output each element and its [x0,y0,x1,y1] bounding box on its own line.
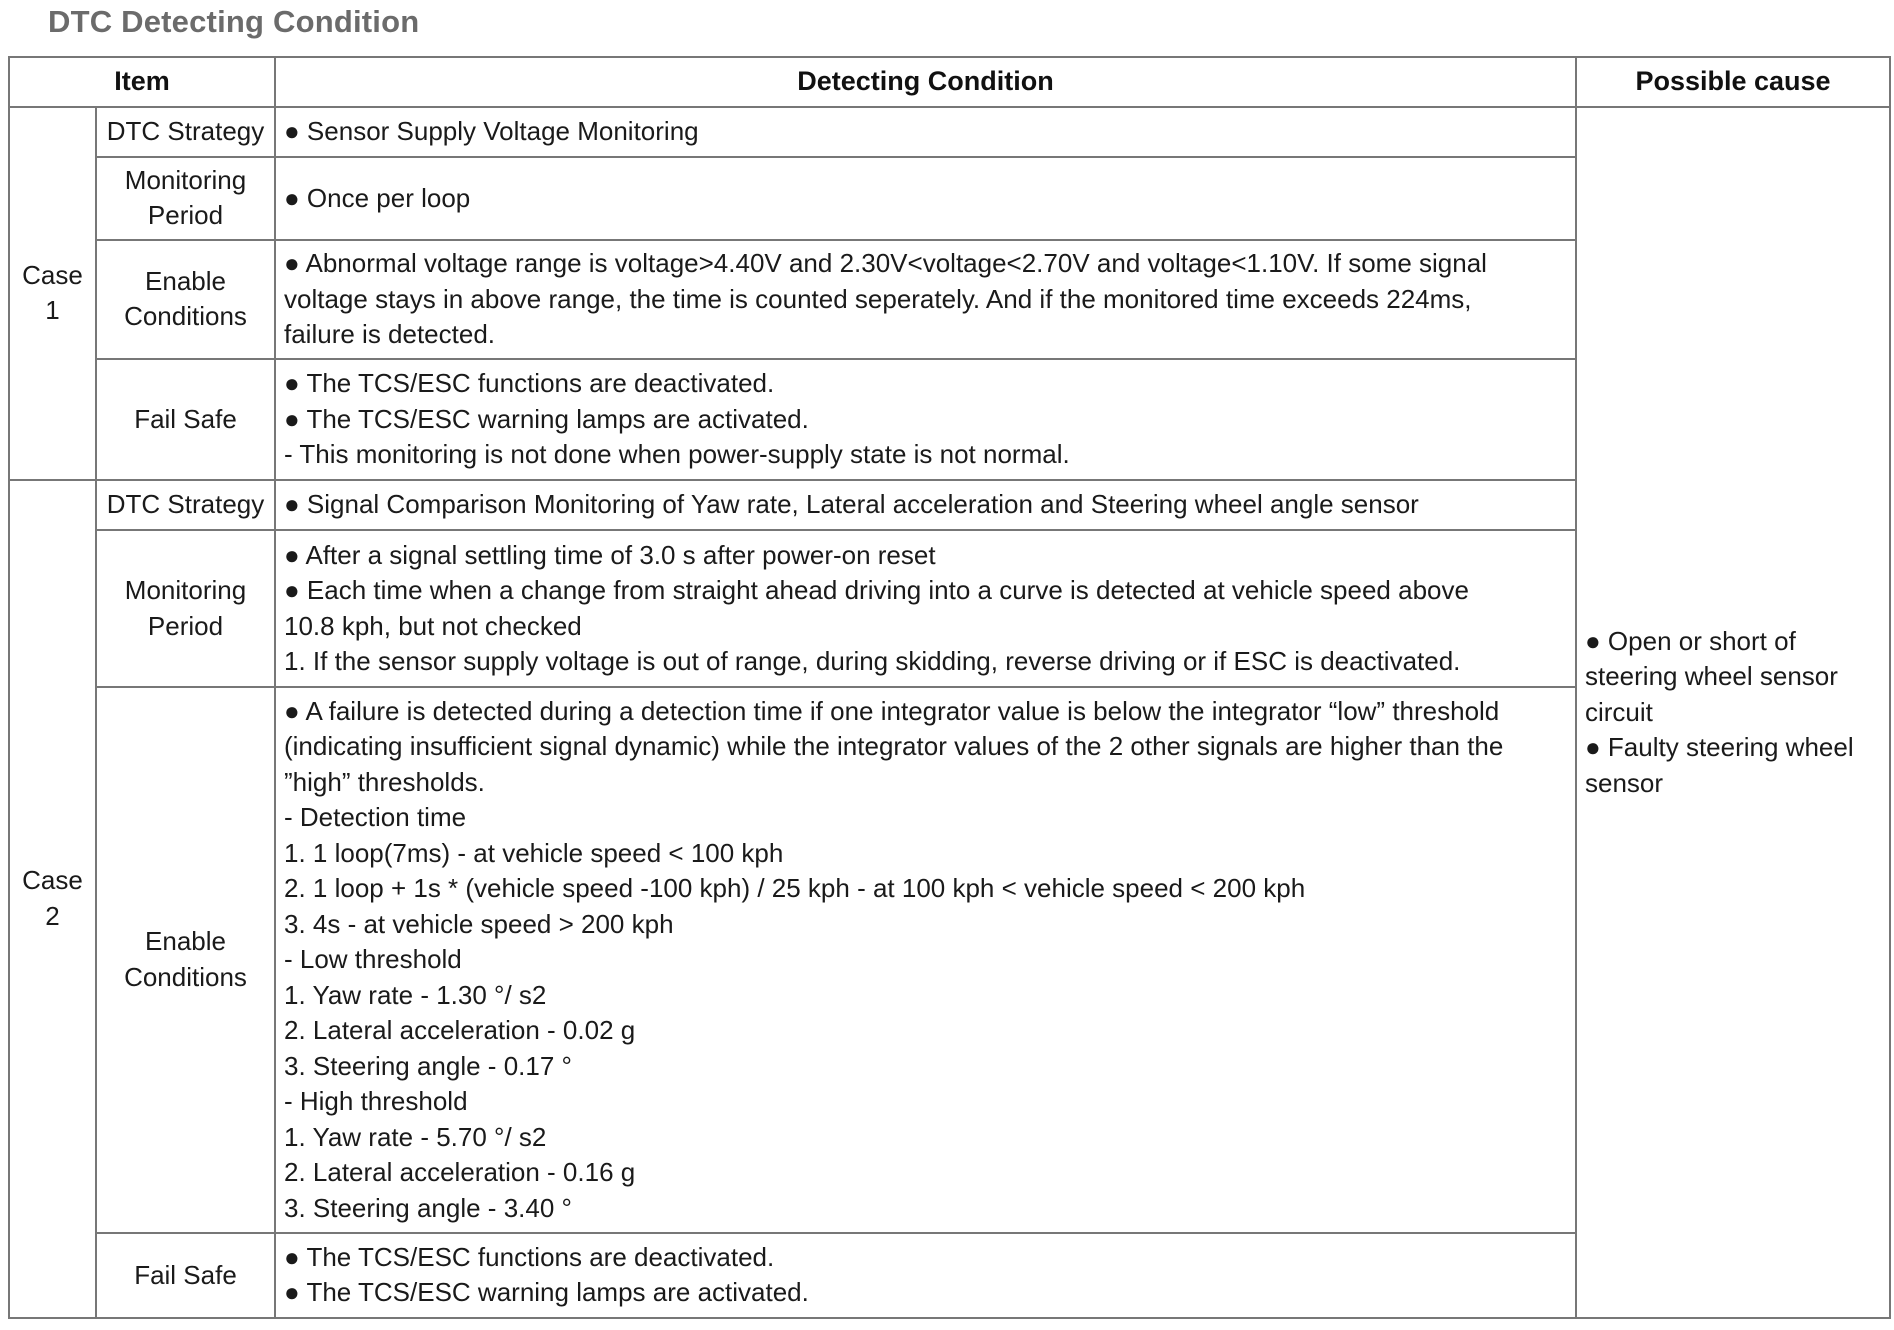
condition-line: ● The TCS/ESC warning lamps are activated. [284,1277,809,1308]
condition-line: ● Abnormal voltage range is voltage>4.40V and 2.30V<voltage<2.70V and voltage<1.10V. If some signal [284,248,1487,279]
possible-cause-cell [1576,107,1890,1318]
item-label-line: Enable [145,265,226,296]
condition-line: 1. Yaw rate - 1.30 °/ s2 [284,979,547,1010]
case-label-word: Case [22,259,83,290]
case-label [9,480,96,1319]
item-label [96,240,275,359]
table-header-row [9,57,1890,107]
item-label-line: Conditions [124,961,247,992]
condition-line: 3. 4s - at vehicle speed > 200 kph [284,908,674,939]
detecting-condition-cell [275,157,1576,239]
item-label-line: Period [147,610,224,641]
condition-line: 1. If the sensor supply voltage is out of range, during skidding, reverse driving or if ESC is deactivated. [284,646,1461,677]
condition-line: ● A failure is detected during a detection time if one integrator value is below the integrator “low” threshold [284,695,1500,726]
condition-line: 2. 1 loop + 1s * (vehicle speed -100 kph) / 25 kph - at 100 kph < vehicle speed < 200 kph [284,873,1306,904]
item-label [96,480,275,530]
condition-line: (indicating insufficient signal dynamic) while the integrator values of the 2 other signals are higher than the [284,731,1504,762]
condition-line: ”high” thresholds. [284,766,485,797]
condition-line: ● Sensor Supply Voltage Monitoring [284,116,699,147]
item-label-line: Enable [145,926,226,957]
item-label-line: Period [147,200,224,231]
condition-line: - Detection time [284,802,467,833]
detecting-condition-cell [275,359,1576,479]
header-item: Item [9,57,275,107]
case-label [9,107,96,480]
condition-line: - Low threshold [284,944,462,975]
condition-line: 2. Lateral acceleration - 0.02 g [284,1015,636,1046]
table-row [9,107,1890,157]
possible-cause-line: steering wheel sensor [1585,661,1838,692]
possible-cause-line: ● Faulty steering wheel [1585,732,1854,763]
item-label [96,359,275,479]
case-label-number: 2 [45,900,60,931]
item-label-line: Fail Safe [134,1259,237,1290]
condition-line: ● After a signal settling time of 3.0 s after power-on reset [284,539,936,570]
condition-line: 3. Steering angle - 0.17 ° [284,1050,572,1081]
possible-cause-line: sensor [1585,767,1664,798]
header-detecting-condition: Detecting Condition [275,57,1576,107]
item-label [96,530,275,688]
item-label [96,687,275,1232]
possible-cause-line: circuit [1585,696,1653,727]
condition-line: ● Once per loop [284,182,471,213]
condition-line: 3. Steering angle - 3.40 ° [284,1192,572,1223]
condition-line: ● Each time when a change from straight ahead driving into a curve is detected at vehicle speed above [284,575,1469,606]
condition-line: 2. Lateral acceleration - 0.16 g [284,1157,636,1188]
item-label-line: Monitoring [124,164,247,195]
dtc-condition-table [8,56,1891,1319]
detecting-condition-cell [275,1233,1576,1318]
item-label-line: DTC Strategy [106,488,265,519]
condition-line: voltage stays in above range, the time is counted seperately. And if the monitored time exceeds 224ms, [284,283,1472,314]
detecting-condition-cell [275,480,1576,530]
item-label-line: Fail Safe [134,403,237,434]
condition-line: 1. Yaw rate - 5.70 °/ s2 [284,1121,547,1152]
condition-line: 10.8 kph, but not checked [284,610,582,641]
page-title: DTC Detecting Condition [48,4,420,39]
condition-line: failure is detected. [284,319,496,350]
item-label-line: DTC Strategy [106,116,265,147]
detecting-condition-cell [275,530,1576,688]
condition-line: ● The TCS/ESC functions are deactivated. [284,1241,775,1272]
condition-line: - This monitoring is not done when power-supply state is not normal. [284,439,1070,469]
item-label-line: Monitoring [124,575,247,606]
condition-line: ● The TCS/ESC warning lamps are activated. [284,403,809,434]
case-label-number: 1 [45,295,60,326]
detecting-condition-cell [275,240,1576,359]
condition-line: ● Signal Comparison Monitoring of Yaw rate, Lateral acceleration and Steering wheel angle sensor [284,488,1419,519]
detecting-condition-cell [275,687,1576,1232]
table-body [9,107,1890,1318]
condition-line: 1. 1 loop(7ms) - at vehicle speed < 100 kph [284,837,784,868]
header-possible-cause: Possible cause [1576,57,1890,107]
possible-cause-line: ● Open or short of [1585,625,1796,656]
condition-line: ● The TCS/ESC functions are deactivated. [284,368,775,398]
case-label-word: Case [22,865,83,896]
detecting-condition-cell [275,107,1576,157]
item-label [96,107,275,157]
item-label [96,157,275,239]
item-label [96,1233,275,1318]
item-label-line: Conditions [124,301,247,332]
condition-line: - High threshold [284,1086,468,1117]
